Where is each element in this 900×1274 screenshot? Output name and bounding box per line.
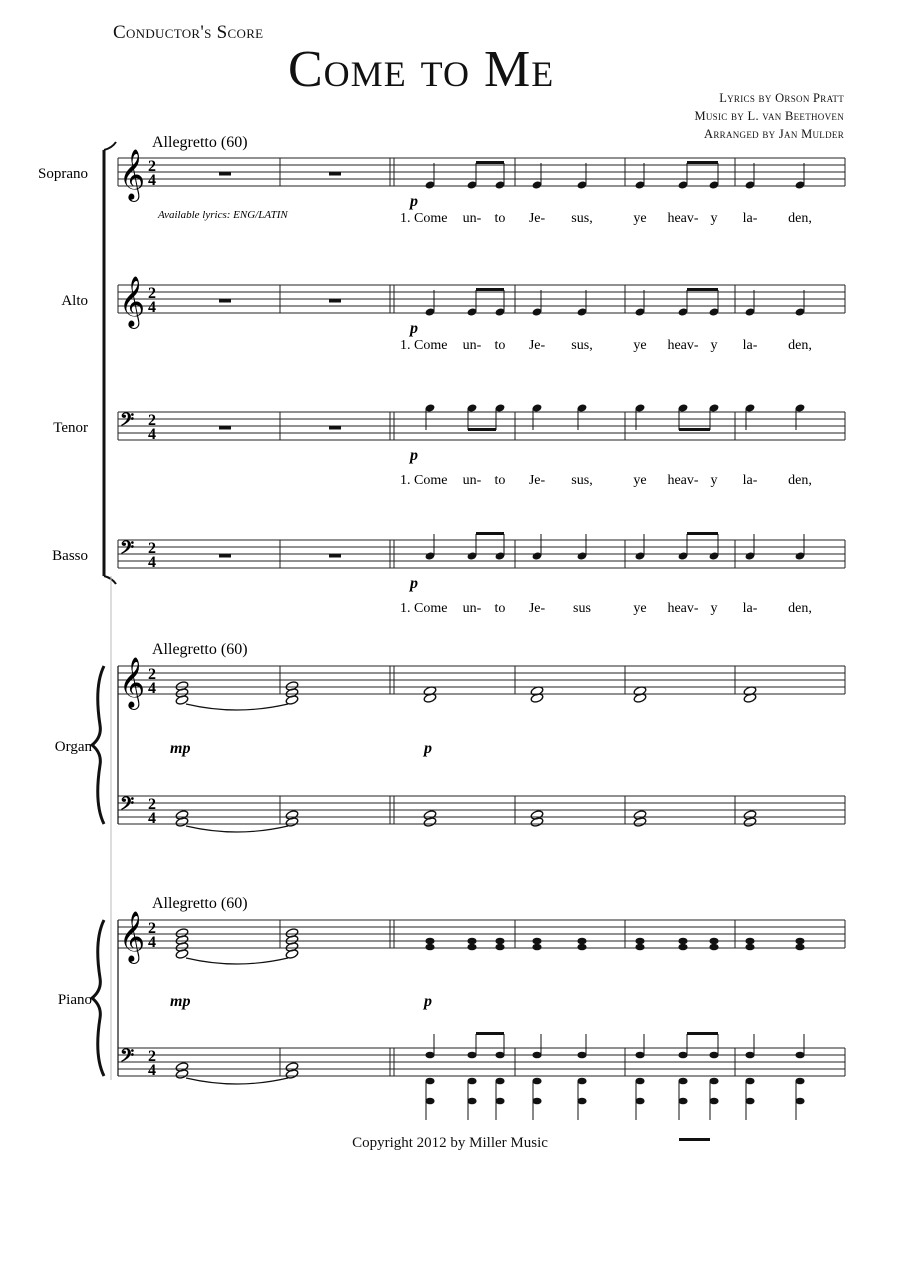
piano-upper-note [425, 944, 434, 951]
soprano-time-sig-top: 2 [148, 158, 156, 175]
piano-lower-note [709, 1098, 718, 1105]
piano-upper-note [678, 944, 687, 951]
piano-upper-note [745, 938, 754, 945]
choir-bracket-bottom [104, 576, 116, 584]
organ-lower-time-sig-top: 2 [148, 796, 156, 813]
piano-lower-note [795, 1052, 804, 1059]
piano-dynamic: p [424, 993, 432, 1010]
alto-time-sig-top: 2 [148, 285, 156, 302]
score-title: Come to Me [288, 41, 555, 98]
piano-lower-note [635, 1098, 644, 1105]
choir-bracket-top [104, 142, 116, 150]
basso-lyric-syllable: un- [462, 601, 482, 616]
piano-lower-note [495, 1078, 504, 1085]
piano-lower-time-sig-top: 2 [148, 1048, 156, 1065]
basso-lyric-syllable: la- [742, 601, 758, 616]
tenor-lyric-syllable: ye [633, 473, 647, 488]
piano-lower-note [532, 1098, 541, 1105]
basso-lyric-syllable: den, [788, 601, 812, 616]
lyrics-availability-note: Available lyrics: ENG/LATIN [158, 209, 288, 221]
alto-treble-clef: 𝄞 [119, 277, 146, 326]
tenor-lyric-syllable: la- [742, 473, 758, 488]
alto-lyric-syllable: 1. Come [400, 338, 448, 353]
alto-lyric-syllable: ye [633, 338, 647, 353]
soprano-treble-clef: 𝄞 [119, 150, 146, 199]
alto-lyric-syllable: un- [462, 338, 482, 353]
tenor-lyric-syllable: den, [788, 473, 812, 488]
piano-lower-note [495, 1052, 504, 1059]
soprano-lyric-syllable: den, [788, 211, 812, 226]
soprano-beam [476, 161, 504, 164]
piano-lower-note [745, 1052, 754, 1059]
piano-lower-note [577, 1098, 586, 1105]
tenor-time-sig-top: 2 [148, 412, 156, 429]
organ-upper-time-sig-top: 2 [148, 666, 156, 683]
tenor-time-sig-bottom: 4 [148, 426, 156, 443]
piano-lower-note [709, 1052, 718, 1059]
soprano-lyric-syllable: 1. Come [400, 211, 448, 226]
piano-lower-note [495, 1098, 504, 1105]
alto-lyric-syllable: y [710, 338, 718, 353]
basso-bass-clef-symbol: 𝄢 [120, 537, 135, 562]
piano-staff-label: Piano [57, 992, 92, 1008]
piano-upper-note [635, 944, 644, 951]
piano-lower-note [577, 1052, 586, 1059]
soprano-lyric-syllable: la- [742, 211, 758, 226]
organ-lower-time-sig-bottom: 4 [148, 810, 156, 827]
piano-lower-upper-beam [476, 1032, 504, 1035]
alto-beam [476, 288, 504, 291]
soprano-half-rest [329, 172, 341, 176]
basso-staff-label: Basso [52, 548, 88, 564]
piano-lower-note [577, 1078, 586, 1085]
piano-upper-note [795, 938, 804, 945]
alto-beam [687, 288, 718, 291]
alto-staff-label: Alto [61, 293, 88, 309]
piano-upper-note [532, 944, 541, 951]
tenor-beam [679, 428, 710, 431]
piano-lower-note [425, 1052, 434, 1059]
piano-lower-note [678, 1078, 687, 1085]
piano-intro-dynamic: mp [170, 993, 191, 1010]
piano-brace [92, 920, 104, 1076]
alto-dynamic-marking: p [410, 320, 418, 337]
piano-upper-note [495, 944, 504, 951]
soprano-dynamic-marking: p [410, 193, 418, 210]
piano-upper-note [577, 944, 586, 951]
piano-upper-note [577, 938, 586, 945]
basso-lyric-syllable: to [494, 601, 506, 616]
basso-half-rest [219, 554, 231, 558]
organ-upper-tie [186, 704, 288, 710]
piano-lower-note [678, 1098, 687, 1105]
piano-upper-time-sig-top: 2 [148, 920, 156, 937]
alto-lyric-syllable: sus, [571, 338, 593, 353]
basso-time-sig-top: 2 [148, 540, 156, 557]
piano-lower-note [467, 1052, 476, 1059]
piano-upper-treble-clef: 𝄞 [119, 912, 146, 961]
piano-upper-note [795, 944, 804, 951]
soprano-lyric-syllable: y [710, 211, 718, 226]
tenor-lyric-syllable: un- [462, 473, 482, 488]
piano-lower-note [635, 1078, 644, 1085]
piano-upper-note [467, 944, 476, 951]
soprano-lyric-syllable: to [494, 211, 506, 226]
tenor-half-rest [329, 426, 341, 430]
piano-upper-note [532, 938, 541, 945]
basso-lyric-syllable: heav- [667, 601, 699, 616]
tenor-staff-label: Tenor [53, 420, 88, 436]
alto-lyric-syllable: Je- [528, 338, 546, 353]
lyricist-credit: Lyrics by Orson Pratt [719, 91, 844, 105]
piano-upper-note [467, 938, 476, 945]
basso-lyric-syllable: 1. Come [400, 601, 448, 616]
tenor-lyric-syllable: 1. Come [400, 473, 448, 488]
piano-upper-tie [186, 958, 288, 964]
tenor-beam [468, 428, 496, 431]
piano-lower-note [795, 1098, 804, 1105]
piano-lower-note [795, 1078, 804, 1085]
alto-lyric-syllable: den, [788, 338, 812, 353]
soprano-lyric-syllable: sus, [571, 211, 593, 226]
piano-lower-note [635, 1052, 644, 1059]
piano-lower-bass-clef-symbol: 𝄢 [120, 1045, 135, 1070]
piano-upper-note [745, 944, 754, 951]
soprano-time-sig-bottom: 4 [148, 172, 156, 189]
piano-lower-note [532, 1078, 541, 1085]
tenor-dynamic-marking: p [410, 447, 418, 464]
piano-lower-note [532, 1052, 541, 1059]
score-subtitle: Conductor's Score [113, 22, 264, 43]
tenor-lyric-syllable: sus, [571, 473, 593, 488]
piano-lower-note [709, 1078, 718, 1085]
tenor-lyric-syllable: to [494, 473, 506, 488]
basso-beam [476, 532, 504, 535]
piano-lower-upper-beam [687, 1032, 718, 1035]
piano-upper-note [495, 938, 504, 945]
piano-lower-note [467, 1078, 476, 1085]
piano-lower-time-sig-bottom: 4 [148, 1062, 156, 1079]
organ-intro-dynamic: mp [170, 740, 191, 757]
soprano-lyric-syllable: heav- [667, 211, 699, 226]
composer-credit: Music by L. van Beethoven [694, 109, 844, 123]
basso-lyric-syllable: y [710, 601, 718, 616]
piano-lower-tie [186, 1078, 288, 1084]
alto-lyric-syllable: to [494, 338, 506, 353]
organ-brace [92, 666, 104, 824]
basso-half-rest [329, 554, 341, 558]
piano-lower-note [745, 1098, 754, 1105]
piano-upper-note [678, 938, 687, 945]
soprano-lyric-syllable: Je- [528, 211, 546, 226]
alto-half-rest [219, 299, 231, 303]
soprano-half-rest [219, 172, 231, 176]
organ-lower-tie [186, 826, 288, 832]
organ-upper-time-sig-bottom: 4 [148, 680, 156, 697]
alto-half-rest [329, 299, 341, 303]
basso-lyric-syllable: ye [633, 601, 647, 616]
organ-lower-bass-clef-symbol: 𝄢 [120, 793, 135, 818]
piano-lower-note [745, 1078, 754, 1085]
piano-upper-note [425, 938, 434, 945]
tenor-lyric-syllable: heav- [667, 473, 699, 488]
copyright-notice: Copyright 2012 by Miller Music [352, 1135, 548, 1151]
piano-upper-time-sig-bottom: 4 [148, 934, 156, 951]
piano-tempo-marking: Allegretto (60) [152, 895, 248, 912]
organ-upper-treble-clef: 𝄞 [119, 658, 146, 707]
arranger-credit: Arranged by Jan Mulder [704, 127, 844, 141]
soprano-lyric-syllable: ye [633, 211, 647, 226]
alto-time-sig-bottom: 4 [148, 299, 156, 316]
tenor-bass-clef-symbol: 𝄢 [120, 409, 135, 434]
piano-upper-note [635, 938, 644, 945]
alto-lyric-syllable: heav- [667, 338, 699, 353]
organ-tempo-marking: Allegretto (60) [152, 641, 248, 658]
organ-dynamic: p [424, 740, 432, 757]
soprano-staff-label: Soprano [38, 166, 88, 182]
basso-lyric-syllable: sus [573, 601, 591, 616]
basso-beam [687, 532, 718, 535]
piano-lower-note [425, 1098, 434, 1105]
organ-staff-label: Organ [54, 739, 92, 755]
tenor-lyric-syllable: Je- [528, 473, 546, 488]
basso-time-sig-bottom: 4 [148, 554, 156, 571]
basso-dynamic-marking: p [410, 575, 418, 592]
soprano-beam [687, 161, 718, 164]
soprano-lyric-syllable: un- [462, 211, 482, 226]
alto-lyric-syllable: la- [742, 338, 758, 353]
piano-lower-note [678, 1052, 687, 1059]
piano-lower-note [425, 1078, 434, 1085]
piano-upper-note [709, 938, 718, 945]
tenor-lyric-syllable: y [710, 473, 718, 488]
tenor-half-rest [219, 426, 231, 430]
piano-lower-note [467, 1098, 476, 1105]
basso-lyric-syllable: Je- [528, 601, 546, 616]
tempo-marking-choir: Allegretto (60) [152, 134, 248, 151]
piano-upper-note [709, 944, 718, 951]
